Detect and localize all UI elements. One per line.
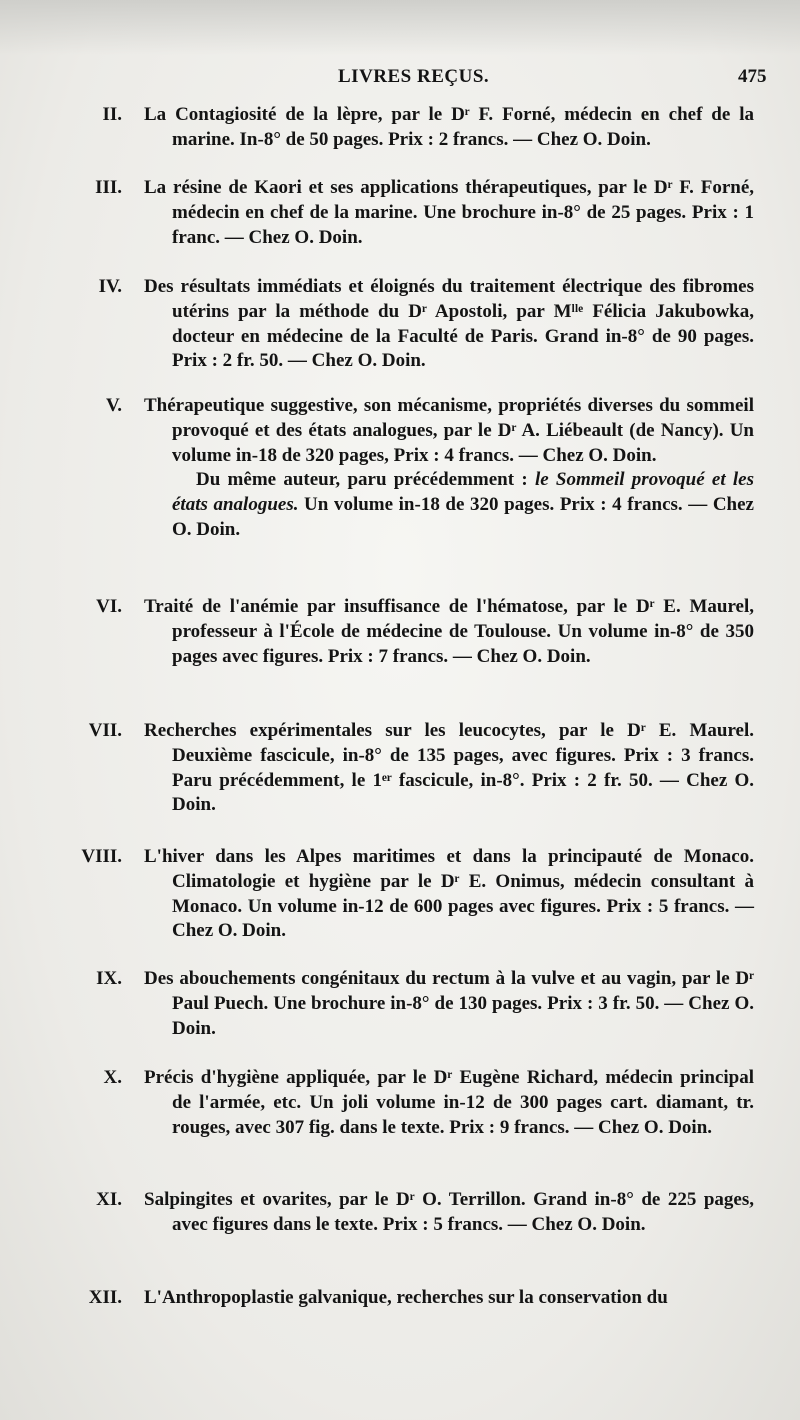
entry-text: Traité de l'anémie par insuffisance de l'hématose, par le Dʳ E. Maurel, professeur à l'École de médecine de Toulouse. Un volume in-8° de 350 pages avec figures. Prix : 7 francs. — Chez O. Doin. (144, 596, 754, 667)
entry-text-block (144, 394, 754, 543)
entry-text: L'hiver dans les Alpes maritimes et dans la principauté de Monaco. Climatologie et hygiène par le Dʳ E. Onimus, médecin consultant à Monaco. Un volume in-12 de 600 pages avec figures. Prix : 5 francs. — Chez O. Doin. (144, 846, 754, 942)
entry-text: Des abouchements congénitaux du rectum à la vulve et au vagin, par le Dʳ Paul Puech. Une brochure in-8° de 130 pages. Prix : 3 fr. 50. — Chez O. Doin. (144, 968, 754, 1039)
entry-text: La Contagiosité de la lèpre, par le Dʳ F. Forné, médecin en chef de la marine. In-8° de 50 pages. Prix : 2 francs. — Chez O. Doin. (144, 104, 754, 150)
entry-note (172, 468, 754, 542)
entry-number: II. (102, 104, 122, 125)
entry-number: VII. (88, 720, 122, 741)
entry-text: Précis d'hygiène appliquée, par le Dʳ Eugène Richard, médecin principal de l'armée, etc. Un joli volume in-12 de 300 pages cart. diamant, tr. rouges, avec 307 fig. dans le texte. Prix : 9 francs. — Chez O. Doin. (144, 1067, 754, 1138)
note-italic-title: le Sommeil provoqué et les états analogues. (172, 469, 754, 516)
entry-number: IX. (96, 968, 122, 989)
entry-number: VI. (96, 596, 122, 617)
entry-number: IV. (98, 276, 122, 297)
entry-text: L'Anthropoplastie galvanique, recherches sur la conservation du (144, 1287, 668, 1308)
entry-number: VIII. (81, 846, 122, 867)
page-number: 475 (738, 66, 767, 87)
running-header (0, 66, 800, 96)
entry-text: Thérapeutique suggestive, son mécanisme, propriétés diverses du sommeil provoqué et des états analogues, par le Dʳ A. Liébeault (de Nancy). Un volume in-18 de 320 pages, Prix : 4 francs. — Chez O. Doin. (144, 395, 754, 466)
entry-text: Des résultats immédiats et éloignés du traitement électrique des fibromes utérins par la méthode du Dʳ Apostoli, par Mˡˡᵉ Félicia Jakubowka, docteur en médecine de la Faculté de Paris. Grand in-8° de 90 pages. Prix : 2 fr. 50. — Chez O. Doin. (144, 276, 754, 372)
entry-number: XI. (96, 1189, 122, 1210)
entry-number: III. (95, 177, 122, 198)
page-edge-shadow (0, 0, 800, 55)
entry-number: XII. (88, 1287, 122, 1308)
header-title: LIVRES REÇUS. (338, 66, 490, 87)
note-lead: Du même auteur, paru précédemment : (196, 469, 535, 491)
entry-text: La résine de Kaori et ses applications thérapeutiques, par le Dʳ F. Forné, médecin en chef de la marine. Une brochure in-8° de 25 pages. Prix : 1 franc. — Chez O. Doin. (144, 177, 754, 248)
note-tail: Un volume in-18 de 320 pages. Prix : 4 francs. — Chez O. Doin. (172, 494, 754, 540)
entry-number: V. (105, 395, 122, 416)
entry-number: X. (103, 1067, 122, 1088)
entry-text: Salpingites et ovarites, par le Dʳ O. Terrillon. Grand in-8° de 225 pages, avec figures dans le texte. Prix : 5 francs. — Chez O. Doin. (144, 1189, 754, 1235)
entry-text: Recherches expérimentales sur les leucocytes, par le Dʳ E. Maurel. Deuxième fascicule, in-8° de 135 pages, avec figures. Prix : 3 francs. Paru précédemment, le 1ᵉʳ fascicule, in-8°. Prix : 2 fr. 50. — Chez O. Doin. (144, 720, 754, 816)
